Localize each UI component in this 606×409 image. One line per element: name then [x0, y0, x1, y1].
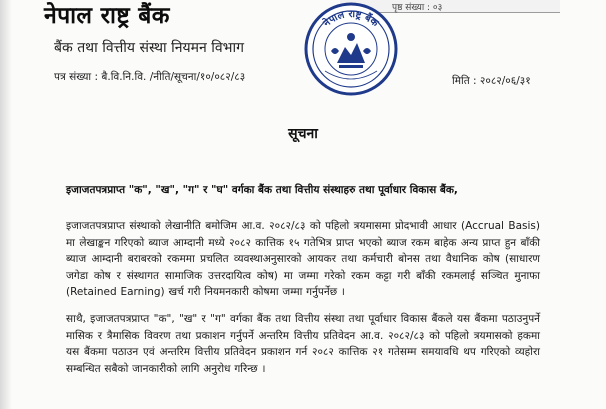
notice-heading: सूचना	[288, 126, 318, 142]
nepal-rastra-bank-seal-icon	[303, 1, 399, 97]
notice-addressee: इजाजतपत्रप्राप्त "क", "ख", "ग" र "घ" वर्गका बैंक तथा वित्तीय संस्थाहरु तथा पूर्वाधार विकास बैंक,	[66, 184, 458, 196]
notice-date: मिति : २०८२/०६/३१	[452, 75, 531, 87]
department-name: बैंक तथा वित्तीय संस्था नियमन विभाग	[54, 40, 244, 56]
seal-text: नेपाल राष्ट्र बैंक	[321, 8, 381, 30]
page-number: पृष्ठ संख्या : ०३	[392, 3, 443, 13]
scan-edge-shadow	[0, 0, 12, 409]
bank-name: नेपाल राष्ट्र बैंक	[44, 2, 170, 29]
notice-paragraph-2: साथै, इजाजतपत्रप्राप्त "क", "ख" र "ग" वर्गका बैंक तथा वित्तीय संस्था तथा पूर्वाधार विकास बैंकले यस बैंकमा पठाउनुपर्ने मासिक र त्रैमासिक विवरण तथा प्रकाशन गर्नुपर्ने अन्तरिम वित्तीय प्रतिवेदन आ.व. २०८२/८३ को पहिलो त्रयमासको हकमा यस बैंकमा पठाउन एवं अन्तरिम वित्तीय प्रतिवेदन प्रकाशन गर्न २०८२ कात्तिक २१ गतेसम्म समयावधि थप गरिएको व्यहोरा सम्बन्धित सबैको जानकारीको लागि अनुरोध गरिन्छ ।	[66, 313, 540, 375]
notice-paragraph-1: इजाजतपत्रप्राप्त संस्थाको लेखानीति बमोजिम आ.व. २०८२/८३ को पहिलो त्रयमासमा प्रोदभावी आधार (Accrual Basis) मा लेखाङ्कन गरिएको ब्याज आम्दानी मध्ये २०८२ कात्तिक १५ गतेभित्र प्राप्त भएको ब्याज रकम बाहेक अन्य प्राप्त हुन बाँकी ब्याज आम्दानी बराबरको रकममा प्रचलित व्यवस्थाअनुसारको आयकर तथा कर्मचारी बोनस तथा वैधानिक कोष (साधारण जगेडा कोष र संस्थागत सामाजिक उत्तरदायित्व कोष) मा जम्मा गरेको रकम कट्टा गरी बाँकी रकमलाई सञ्चित मुनाफा (Retained Earning) खर्च गरी नियमनकारी कोषमा जम्मा गर्नुपर्नेछ ।	[66, 220, 540, 299]
reference-number: पत्र संख्या : बै.वि.नि.वि. /नीति/सूचना/१०/०८२/८३	[54, 71, 246, 83]
